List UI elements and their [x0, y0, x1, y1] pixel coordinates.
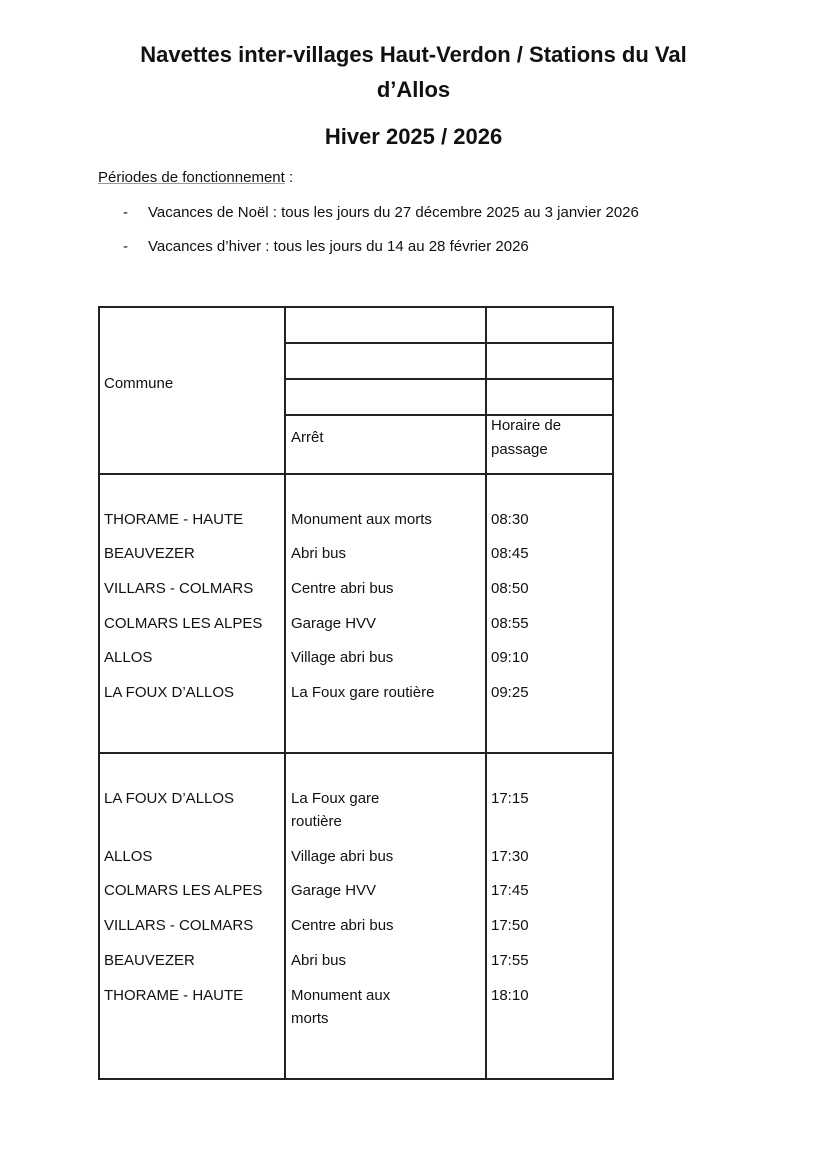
table-border: [98, 473, 614, 475]
commune-cell: VILLARS - COLMARS: [104, 917, 254, 934]
table-border: [98, 1078, 614, 1080]
stop-cell-continued: morts: [291, 1010, 329, 1027]
time-cell: 08:50: [491, 580, 529, 597]
table-border: [285, 342, 614, 344]
commune-cell: BEAUVEZER: [104, 545, 195, 562]
table-border: [485, 306, 487, 1080]
time-cell: 17:30: [491, 848, 529, 865]
stop-cell-continued: routière: [291, 813, 342, 830]
time-cell: 09:10: [491, 649, 529, 666]
table-border: [285, 414, 614, 416]
commune-cell: COLMARS LES ALPES: [104, 882, 263, 899]
bullet: -: [123, 238, 128, 255]
periods-colon: :: [284, 169, 294, 186]
commune-cell: ALLOS: [104, 649, 153, 666]
stop-cell: Garage HVV: [291, 615, 377, 632]
period-item: Vacances d’hiver : tous les jours du 14 au 28 février 2026: [148, 238, 529, 255]
stop-cell: Abri bus: [291, 952, 347, 969]
time-cell: 08:45: [491, 545, 529, 562]
time-cell: 08:30: [491, 511, 529, 528]
stop-cell: Centre abri bus: [291, 580, 394, 597]
stop-cell: Village abri bus: [291, 848, 394, 865]
table-border: [284, 306, 286, 1080]
stop-cell: La Foux gare routière: [291, 684, 435, 701]
time-cell: 09:25: [491, 684, 529, 701]
table-border: [285, 378, 614, 380]
table-border: [612, 306, 614, 1080]
commune-cell: COLMARS LES ALPES: [104, 615, 263, 632]
title-line-1: Navettes inter-villages Haut-Verdon / Stations du Val: [140, 42, 687, 67]
stop-cell: Monument aux morts: [291, 511, 432, 528]
time-cell: 17:55: [491, 952, 529, 969]
bullet: -: [123, 204, 128, 221]
time-cell: 17:45: [491, 882, 529, 899]
table-border: [98, 306, 614, 308]
stop-cell: Garage HVV: [291, 882, 377, 899]
periods-label: Périodes de fonctionnement: [98, 169, 285, 186]
commune-cell: VILLARS - COLMARS: [104, 580, 254, 597]
season-title: Hiver 2025 / 2026: [324, 124, 503, 149]
table-border: [98, 752, 614, 754]
header-time-2: passage: [491, 441, 548, 458]
commune-cell: BEAUVEZER: [104, 952, 195, 969]
commune-cell: THORAME - HAUTE: [104, 511, 244, 528]
stop-cell: Village abri bus: [291, 649, 394, 666]
periods-heading: [98, 169, 293, 187]
commune-cell: LA FOUX D’ALLOS: [104, 684, 235, 701]
commune-cell: THORAME - HAUTE: [104, 987, 244, 1004]
commune-cell: ALLOS: [104, 848, 153, 865]
header-stop: Arrêt: [291, 429, 324, 446]
period-item: Vacances de Noël : tous les jours du 27 décembre 2025 au 3 janvier 2026: [148, 204, 639, 221]
commune-cell: LA FOUX D’ALLOS: [104, 790, 235, 807]
time-cell: 17:15: [491, 790, 529, 807]
header-time: Horaire de: [491, 417, 562, 434]
title-line-2: d’Allos: [376, 77, 451, 102]
time-cell: 17:50: [491, 917, 529, 934]
time-cell: 18:10: [491, 987, 529, 1004]
stop-cell: Centre abri bus: [291, 917, 394, 934]
time-cell: 08:55: [491, 615, 529, 632]
stop-cell: Abri bus: [291, 545, 347, 562]
stop-cell: La Foux gare: [291, 790, 380, 807]
stop-cell: Monument aux: [291, 987, 391, 1004]
header-commune: Commune: [104, 375, 174, 392]
table-border: [98, 306, 100, 1080]
